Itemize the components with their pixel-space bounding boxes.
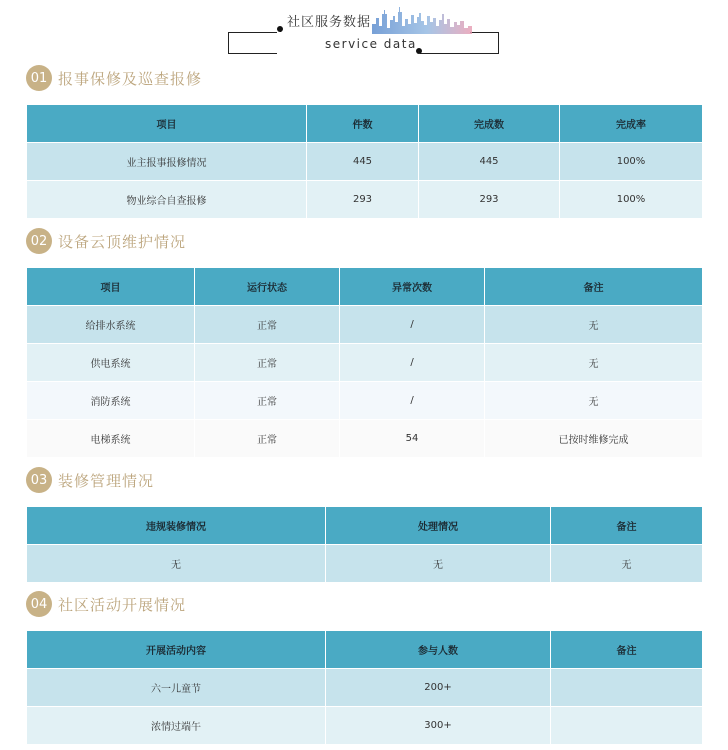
- column-header: 违规装修情况: [27, 507, 326, 545]
- section-title: 报事保修及巡查报修: [58, 69, 203, 88]
- activities-table: [26, 630, 703, 745]
- table-cell: 无: [326, 545, 551, 583]
- table-cell: 无: [485, 306, 703, 344]
- table-cell: 六一儿童节: [27, 669, 326, 707]
- equipment-table: [26, 267, 703, 458]
- table-row: [27, 382, 703, 420]
- column-header: 备注: [485, 268, 703, 306]
- header-title: 社区服务数据: [287, 15, 372, 30]
- city-skyline-icon: [372, 4, 472, 34]
- header-frame-line: [228, 53, 277, 54]
- table-cell: 业主报事报修情况: [27, 143, 307, 181]
- page-header: [0, 0, 728, 60]
- column-header: 项目: [27, 268, 195, 306]
- table-row: [27, 306, 703, 344]
- table-cell: 445: [307, 143, 419, 181]
- table-cell: 100%: [560, 181, 703, 219]
- column-header: 运行状态: [195, 268, 340, 306]
- section-header: [26, 467, 154, 493]
- table-cell: 无: [485, 344, 703, 382]
- header-frame-line: [228, 32, 277, 33]
- column-header: 异常次数: [340, 268, 485, 306]
- section-header: [26, 228, 186, 254]
- column-header: 处理情况: [326, 507, 551, 545]
- table-header-row: [27, 105, 703, 143]
- table-row: [27, 545, 703, 583]
- section-header: [26, 591, 186, 617]
- header-dot: [277, 26, 283, 32]
- column-header: 开展活动内容: [27, 631, 326, 669]
- table-cell: 正常: [195, 382, 340, 420]
- section-number-badge: 02: [26, 228, 52, 254]
- column-header: 参与人数: [326, 631, 551, 669]
- table-row: [27, 143, 703, 181]
- table-cell: 消防系统: [27, 382, 195, 420]
- table-row: [27, 420, 703, 458]
- table-cell: 100%: [560, 143, 703, 181]
- table-row: [27, 669, 703, 707]
- section-number-badge: 04: [26, 591, 52, 617]
- column-header: 项目: [27, 105, 307, 143]
- section-title: 设备云顶维护情况: [58, 232, 187, 251]
- column-header: 件数: [307, 105, 419, 143]
- header-frame-line: [498, 32, 499, 54]
- table-cell: 物业综合自查报修: [27, 181, 307, 219]
- table-cell: 无: [27, 545, 326, 583]
- section-number-badge: 03: [26, 467, 52, 493]
- table-cell: 200+: [326, 669, 551, 707]
- table-cell: 正常: [195, 306, 340, 344]
- header-dot: [416, 48, 422, 54]
- column-header: 完成率: [560, 105, 703, 143]
- table-row: [27, 181, 703, 219]
- column-header: 备注: [551, 631, 703, 669]
- header-subtitle: service data: [325, 37, 417, 51]
- header-frame-line: [228, 32, 229, 54]
- header-frame-line: [470, 32, 498, 33]
- table-cell: /: [340, 306, 485, 344]
- table-cell: 293: [307, 181, 419, 219]
- table-cell: /: [340, 344, 485, 382]
- table-cell: 正常: [195, 420, 340, 458]
- table-cell: [551, 707, 703, 745]
- table-cell: 供电系统: [27, 344, 195, 382]
- table-cell: 无: [485, 382, 703, 420]
- repair-table: [26, 104, 703, 219]
- table-row: [27, 707, 703, 745]
- header-frame-line: [420, 53, 499, 54]
- table-cell: 给排水系统: [27, 306, 195, 344]
- column-header: 备注: [551, 507, 703, 545]
- section-title: 装修管理情况: [58, 471, 155, 490]
- table-cell: 无: [551, 545, 703, 583]
- table-header-row: [27, 507, 703, 545]
- table-cell: [551, 669, 703, 707]
- section-title: 社区活动开展情况: [58, 595, 187, 614]
- table-header-row: [27, 268, 703, 306]
- table-row: [27, 344, 703, 382]
- renovation-table: [26, 506, 703, 583]
- column-header: 完成数: [419, 105, 560, 143]
- table-cell: 正常: [195, 344, 340, 382]
- table-cell: 300+: [326, 707, 551, 745]
- table-cell: /: [340, 382, 485, 420]
- table-cell: 293: [419, 181, 560, 219]
- section-number-badge: 01: [26, 65, 52, 91]
- table-cell: 电梯系统: [27, 420, 195, 458]
- table-cell: 浓情过端午: [27, 707, 326, 745]
- table-cell: 已按时维修完成: [485, 420, 703, 458]
- table-cell: 445: [419, 143, 560, 181]
- table-cell: 54: [340, 420, 485, 458]
- table-header-row: [27, 631, 703, 669]
- section-header: [26, 65, 202, 91]
